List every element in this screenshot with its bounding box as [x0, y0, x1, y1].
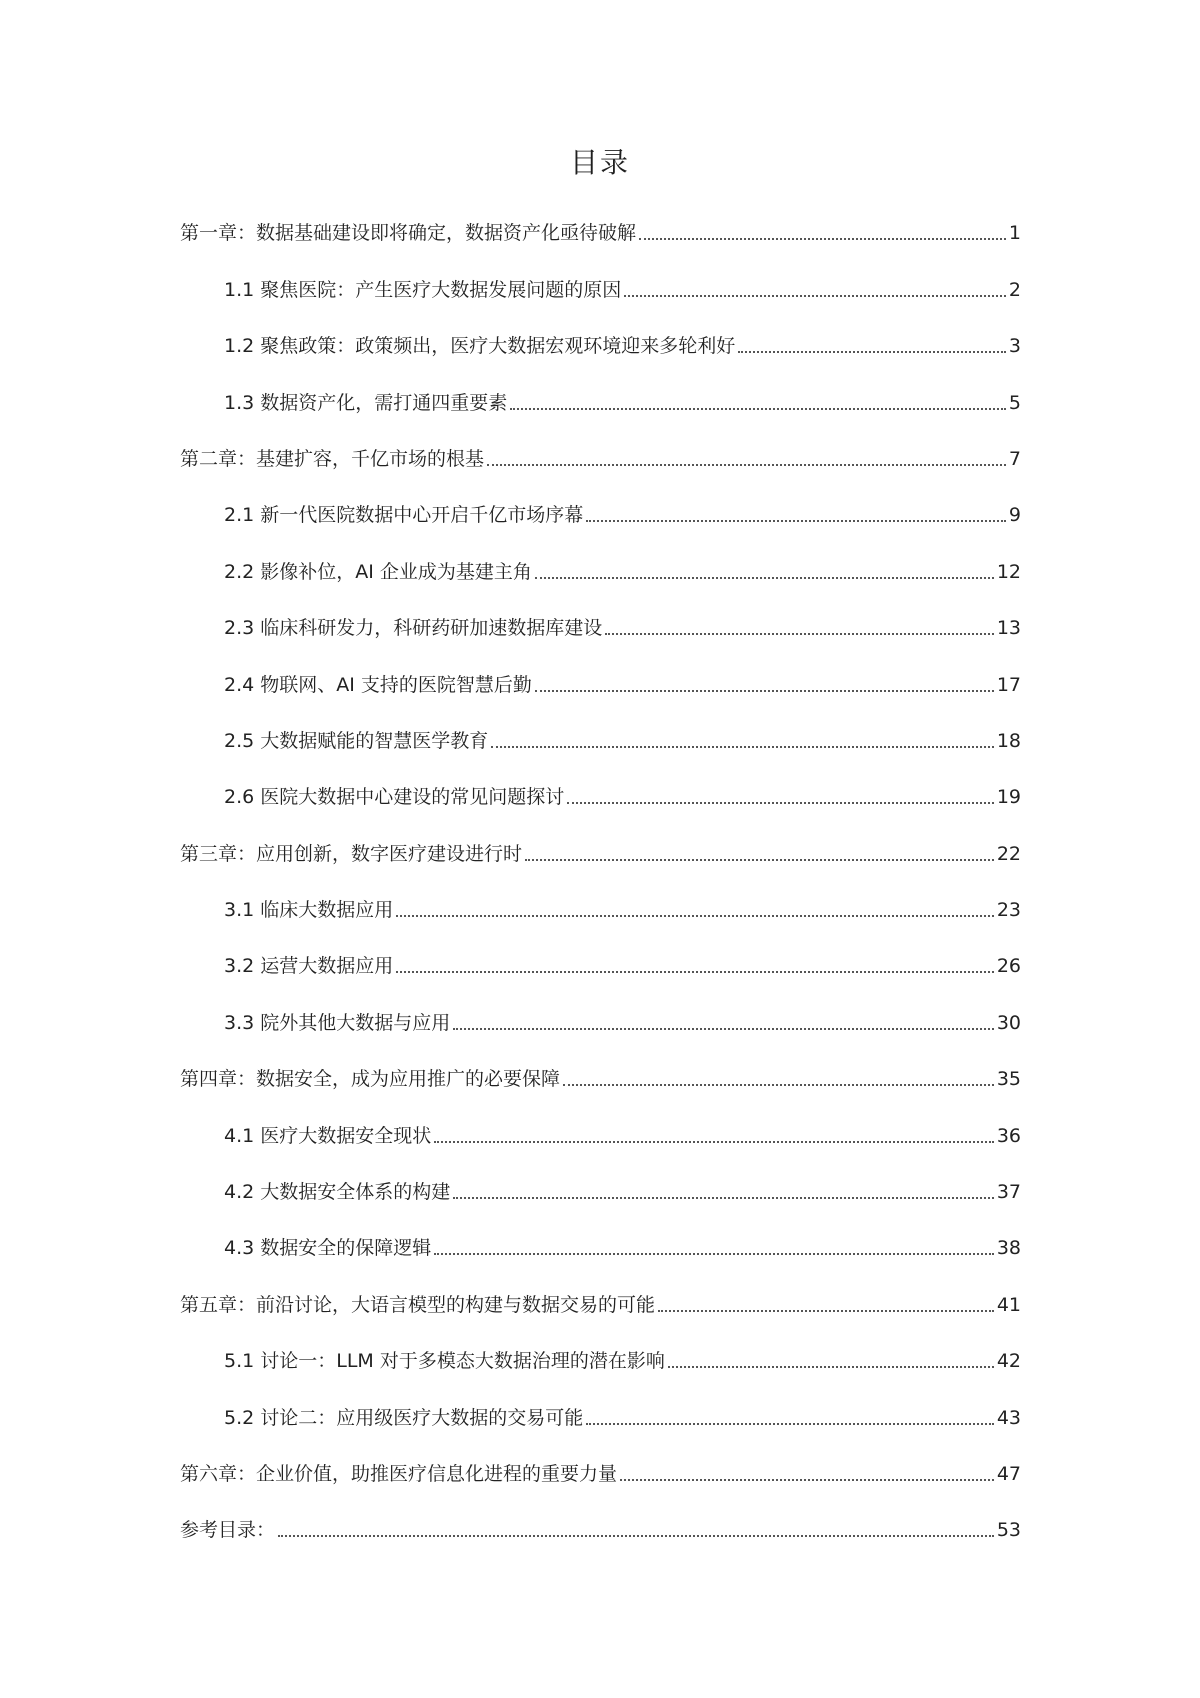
toc-entry-title: 3.3 院外其他大数据与应用: [224, 1011, 451, 1034]
toc-page-number: 22: [996, 842, 1021, 865]
toc-entry-title: 第二章：基建扩容，千亿市场的根基: [180, 447, 485, 470]
toc-section-entry[interactable]: [180, 320, 1021, 376]
toc-page-number: 19: [996, 786, 1021, 809]
toc-section-entry[interactable]: [180, 489, 1021, 545]
toc-page-number: 53: [996, 1519, 1021, 1542]
toc-page-number: 26: [996, 955, 1021, 978]
toc-dot-leader: [525, 859, 994, 861]
toc-dot-leader: [738, 351, 1006, 353]
toc-entry-title: 4.2 大数据安全体系的构建: [224, 1181, 451, 1204]
toc-section-entry[interactable]: [180, 602, 1021, 658]
toc-entry-title: 2.3 临床科研发力，科研药研加速数据库建设: [224, 617, 603, 640]
toc-section-entry[interactable]: [180, 1335, 1021, 1391]
toc-entry-title: 4.1 医疗大数据安全现状: [224, 1124, 432, 1147]
toc-dot-leader: [620, 1479, 994, 1481]
toc-page-number: 42: [996, 1350, 1021, 1373]
toc-page-number: 37: [996, 1181, 1021, 1204]
toc-section-entry[interactable]: [180, 263, 1021, 319]
toc-dot-leader: [639, 238, 1006, 240]
toc-section-entry[interactable]: [180, 376, 1021, 432]
toc-entry-title: 1.2 聚焦政策：政策频出，医疗大数据宏观环境迎来多轮利好: [224, 335, 736, 358]
toc-chapter-entry[interactable]: [180, 1053, 1021, 1109]
toc-dot-leader: [396, 971, 994, 973]
toc-chapter-entry[interactable]: [180, 207, 1021, 263]
toc-page-number: 41: [996, 1293, 1021, 1316]
toc-page-number: 47: [996, 1462, 1021, 1485]
toc-dot-leader: [434, 1141, 994, 1143]
toc-dot-leader: [510, 408, 1006, 410]
toc-page-number: 18: [996, 729, 1021, 752]
toc-page-number: 7: [1008, 447, 1021, 470]
toc-list: [180, 207, 1021, 1560]
toc-dot-leader: [278, 1535, 994, 1537]
toc-dot-leader: [396, 915, 994, 917]
toc-entry-title: 2.1 新一代医院数据中心开启千亿市场序幕: [224, 504, 584, 527]
toc-dot-leader: [487, 464, 1006, 466]
toc-section-entry[interactable]: [180, 1166, 1021, 1222]
toc-section-entry[interactable]: [180, 940, 1021, 996]
toc-dot-leader: [434, 1253, 994, 1255]
toc-page-number: 23: [996, 899, 1021, 922]
toc-section-entry[interactable]: [180, 545, 1021, 601]
toc-page-number: 5: [1008, 391, 1021, 414]
toc-dot-leader: [535, 690, 994, 692]
toc-entry-title: 第五章：前沿讨论，大语言模型的构建与数据交易的可能: [180, 1293, 656, 1316]
toc-page-number: 9: [1008, 504, 1021, 527]
toc-page-number: 30: [996, 1011, 1021, 1034]
toc-entry-title: 5.2 讨论二：应用级医疗大数据的交易可能: [224, 1406, 584, 1429]
toc-title: 目录: [569, 146, 630, 179]
toc-dot-leader: [668, 1366, 994, 1368]
toc-page-number: 35: [996, 1068, 1021, 1091]
toc-dot-leader: [567, 802, 994, 804]
toc-page-number: 1: [1008, 222, 1021, 245]
toc-dot-leader: [491, 746, 994, 748]
toc-section-entry[interactable]: [180, 1109, 1021, 1165]
toc-dot-leader: [535, 577, 994, 579]
toc-chapter-entry[interactable]: [180, 1278, 1021, 1334]
toc-page-number: 17: [996, 673, 1021, 696]
toc-entry-title: 5.1 讨论一：LLM 对于多模态大数据治理的潜在影响: [224, 1350, 665, 1373]
toc-section-entry[interactable]: [180, 715, 1021, 771]
toc-dot-leader: [586, 520, 1006, 522]
toc-dot-leader: [563, 1084, 994, 1086]
toc-section-entry[interactable]: [180, 884, 1021, 940]
toc-section-entry[interactable]: [180, 1222, 1021, 1278]
toc-entry-title: 2.5 大数据赋能的智慧医学教育: [224, 729, 489, 752]
toc-entry-title: 第四章：数据安全，成为应用推广的必要保障: [180, 1068, 561, 1091]
toc-entry-title: 1.1 聚焦医院：产生医疗大数据发展问题的原因: [224, 278, 622, 301]
toc-dot-leader: [453, 1197, 994, 1199]
toc-entry-title: 第一章：数据基础建设即将确定，数据资产化亟待破解: [180, 222, 637, 245]
toc-entry-title: 2.4 物联网、AI 支持的医院智慧后勤: [224, 673, 532, 696]
toc-entry-title: 2.2 影像补位，AI 企业成为基建主角: [224, 560, 532, 583]
toc-entry-title: 3.1 临床大数据应用: [224, 899, 394, 922]
toc-dot-leader: [586, 1423, 994, 1425]
toc-page-number: 36: [996, 1124, 1021, 1147]
toc-page-number: 43: [996, 1406, 1021, 1429]
toc-section-entry[interactable]: [180, 658, 1021, 714]
toc-entry-title: 第六章：企业价值，助推医疗信息化进程的重要力量: [180, 1462, 618, 1485]
toc-page-number: 12: [996, 560, 1021, 583]
toc-section-entry[interactable]: [180, 771, 1021, 827]
toc-dot-leader: [605, 633, 994, 635]
toc-section-entry[interactable]: [180, 996, 1021, 1052]
toc-dot-leader: [453, 1028, 994, 1030]
toc-dot-leader: [624, 295, 1006, 297]
toc-chapter-entry[interactable]: [180, 1504, 1021, 1560]
toc-page-number: 2: [1008, 278, 1021, 301]
toc-chapter-entry[interactable]: [180, 433, 1021, 489]
toc-chapter-entry[interactable]: [180, 827, 1021, 883]
toc-entry-title: 1.3 数据资产化，需打通四重要素: [224, 391, 508, 414]
toc-page-number: 38: [996, 1237, 1021, 1260]
toc-entry-title: 第三章：应用创新，数字医疗建设进行时: [180, 842, 523, 865]
toc-entry-title: 3.2 运营大数据应用: [224, 955, 394, 978]
toc-dot-leader: [658, 1310, 994, 1312]
toc-page-number: 13: [996, 617, 1021, 640]
toc-chapter-entry[interactable]: [180, 1448, 1021, 1504]
toc-entry-title: 参考目录：: [180, 1519, 276, 1542]
toc-section-entry[interactable]: [180, 1391, 1021, 1447]
toc-entry-title: 4.3 数据安全的保障逻辑: [224, 1237, 432, 1260]
toc-entry-title: 2.6 医院大数据中心建设的常见问题探讨: [224, 786, 565, 809]
toc-page-number: 3: [1008, 335, 1021, 358]
